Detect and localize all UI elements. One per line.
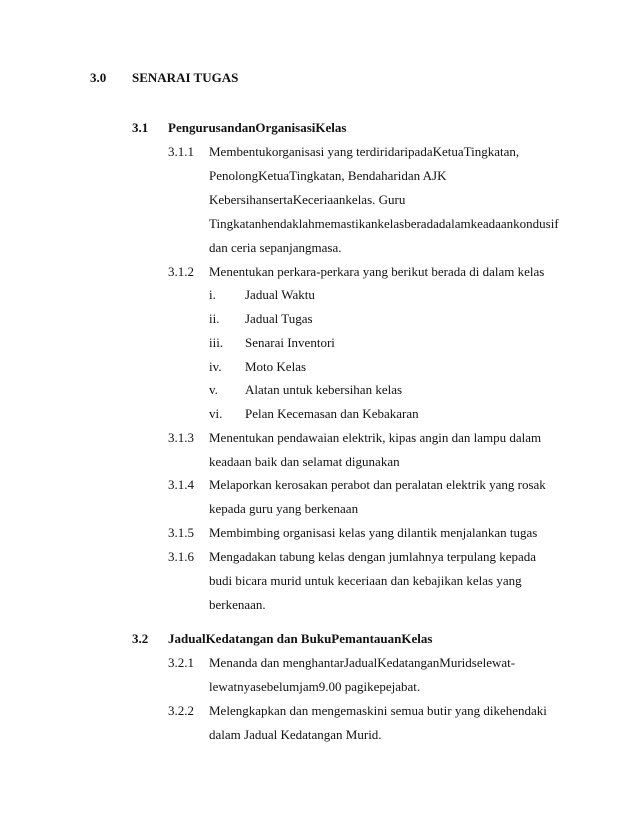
item-text-line: Menentukan pendawaian elektrik, kipas angin dan lampu dalam (209, 430, 542, 445)
list-numeral: i. (209, 287, 216, 302)
item-text-line: Menentukan perkara-perkara yang berikut berada di dalam kelas (209, 264, 545, 279)
item-number: 3.1.2 (168, 264, 194, 279)
item-number: 3.1.1 (168, 144, 194, 159)
section-number: 3.0 (90, 70, 107, 85)
item-text-line: Membimbing organisasi kelas yang dilantik menjalankan tugas (209, 525, 538, 540)
item-text-line: Menanda dan menghantarJadualKedatanganMuridselewat- (209, 655, 516, 670)
item-text-line: dan ceria sepanjangmasa. (209, 240, 342, 255)
list-numeral: v. (209, 382, 218, 397)
item-text-line: Tingkatanhendaklahmemastikankelasberadadalamkeadaankondusif (209, 216, 559, 231)
list-item-text: Jadual Tugas (245, 311, 313, 326)
item-text-line: KebersihansertaKeceriaankelas. Guru (209, 192, 406, 207)
subsection-title: JadualKedatangan dan BukuPemantauanKelas (168, 631, 433, 646)
item-number: 3.1.4 (168, 477, 194, 492)
item-text-line: PenolongKetuaTingkatan, Bendaharidan AJK (209, 168, 447, 183)
list-item-text: Moto Kelas (245, 359, 307, 374)
item-number: 3.1.3 (168, 430, 194, 445)
item-number: 3.1.5 (168, 525, 194, 540)
subsection-number: 3.1 (132, 120, 149, 135)
item-text-line: Mengadakan tabung kelas dengan jumlahnya terpulang kepada (209, 549, 537, 564)
item-text-line: kepada guru yang berkenaan (209, 501, 359, 516)
list-item-text: Jadual Waktu (245, 287, 315, 302)
section-title: SENARAI TUGAS (132, 70, 239, 85)
item-text-line: dalam Jadual Kedatangan Murid. (209, 727, 382, 742)
item-text-line: berkenaan. (209, 597, 266, 612)
list-item-text: Alatan untuk kebersihan kelas (245, 382, 403, 397)
item-number: 3.2.2 (168, 703, 194, 718)
item-number: 3.1.6 (168, 549, 194, 564)
item-text-line: lewatnyasebelumjam9.00 pagikepejabat. (209, 679, 421, 694)
list-item-text: Senarai Inventori (245, 335, 335, 350)
item-text-line: keadaan baik dan selamat digunakan (209, 454, 400, 469)
list-numeral: vi. (209, 406, 223, 421)
item-number: 3.2.1 (168, 655, 194, 670)
subsection-number: 3.2 (132, 631, 149, 646)
item-text-line: budi bicara murid untuk keceriaan dan kebajikan kelas yang (209, 573, 522, 588)
item-text-line: Melaporkan kerosakan perabot dan peralatan elektrik yang rosak (209, 477, 546, 492)
list-numeral: ii. (209, 311, 220, 326)
item-text-line: Melengkapkan dan mengemaskini semua butir yang dikehendaki (209, 703, 547, 718)
item-text-line: Membentukorganisasi yang terdiridaripadaKetuaTingkatan, (209, 144, 520, 159)
list-numeral: iii. (209, 335, 224, 350)
list-numeral: iv. (209, 359, 222, 374)
subsection-title: PengurusandanOrganisasiKelas (168, 120, 347, 135)
list-item-text: Pelan Kecemasan dan Kebakaran (245, 406, 419, 421)
